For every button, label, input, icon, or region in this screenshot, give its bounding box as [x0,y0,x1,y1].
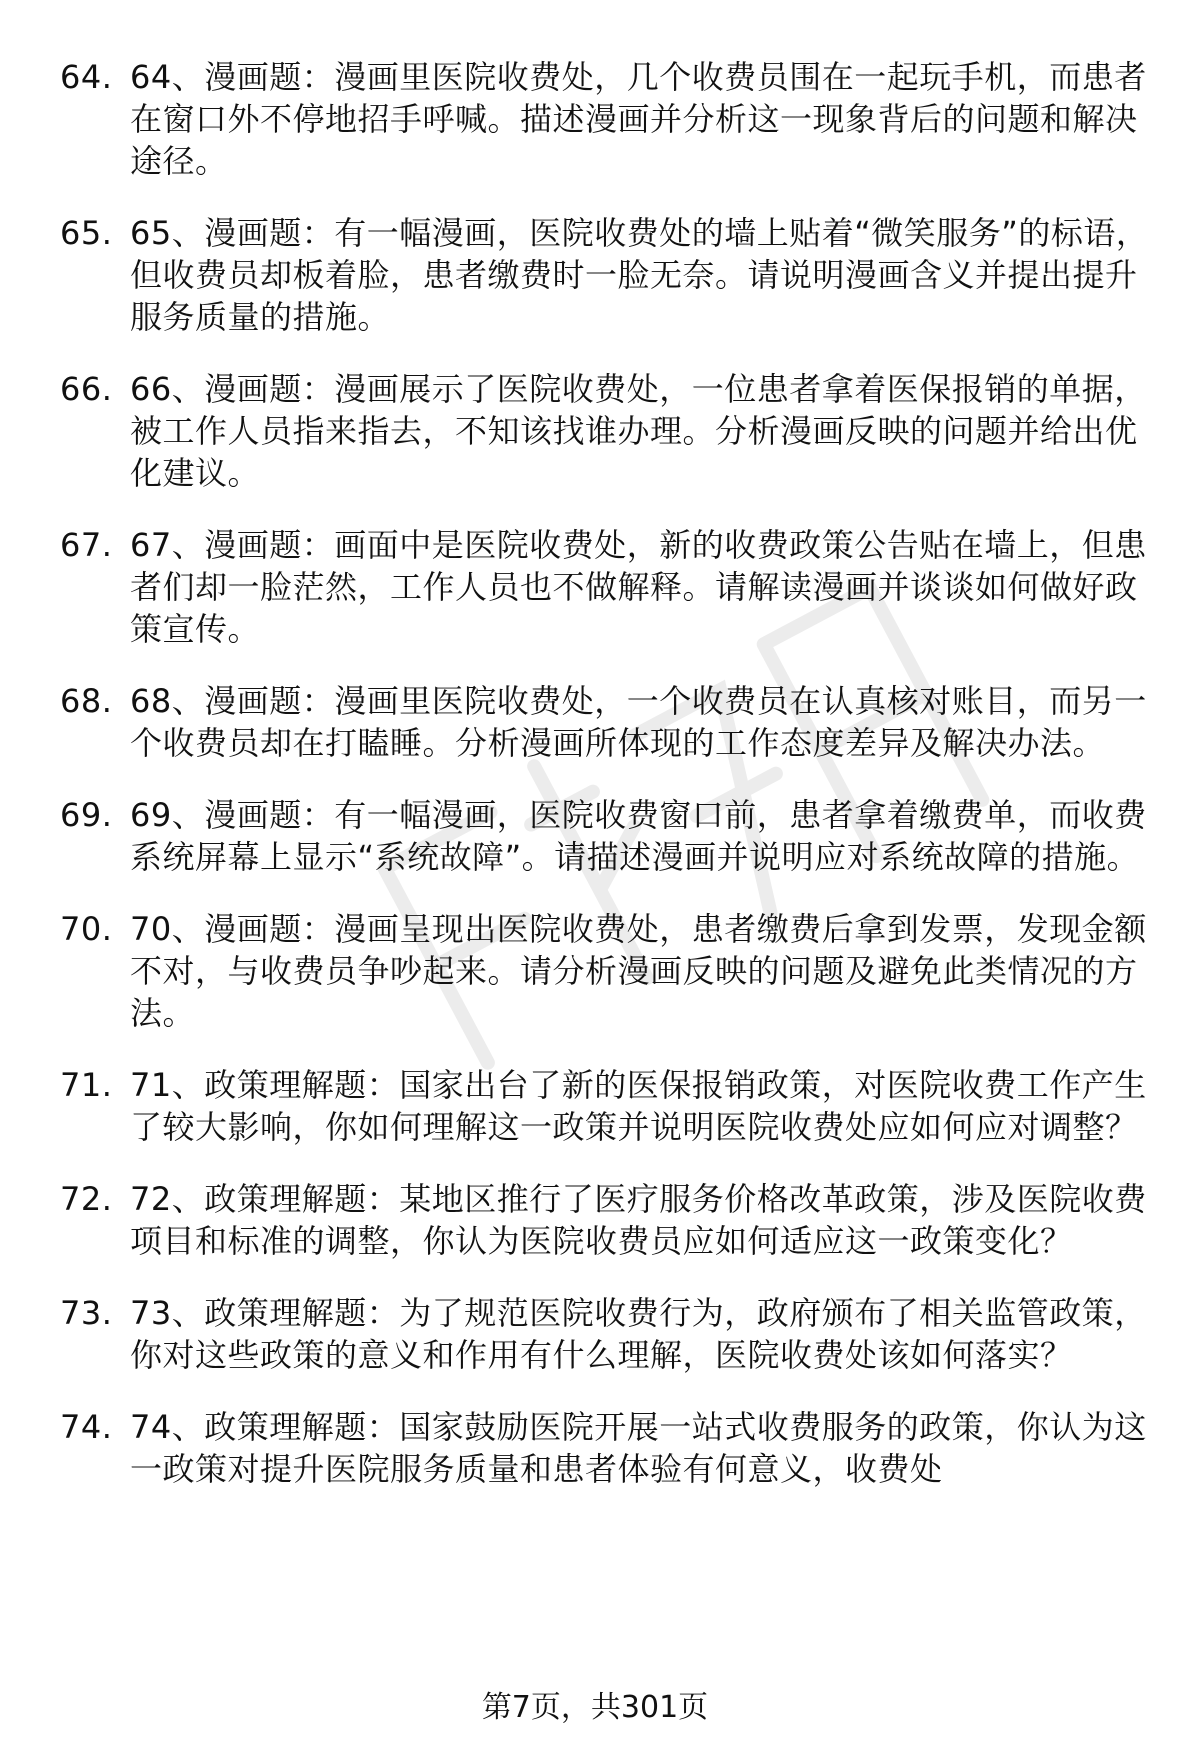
question-item [60,368,1150,494]
question-text: 68、漫画题：漫画里医院收费处，一个收费员在认真核对账目，而另一个收费员却在打瞌睡。分析漫画所体现的工作态度差异及解决办法。 [130,682,1147,762]
question-number: 72. [60,1180,113,1218]
question-number: 65. [60,214,113,252]
question-item [60,1406,1150,1490]
question-number: 64. [60,58,113,96]
question-item [60,1064,1150,1148]
question-item [60,212,1150,338]
question-text: 69、漫画题：有一幅漫画，医院收费窗口前，患者拿着缴费单，而收费系统屏幕上显示“系统故障”。请描述漫画并说明应对系统故障的措施。 [130,796,1147,876]
question-number: 69. [60,796,113,834]
question-number: 73. [60,1294,113,1332]
question-number: 68. [60,682,113,720]
question-number: 66. [60,370,113,408]
question-text: 66、漫画题：漫画展示了医院收费处，一位患者拿着医保报销的单据，被工作人员指来指去，不知该找谁办理。分析漫画反映的问题并给出优化建议。 [130,370,1147,492]
page-footer: 第7页，共301页 [481,1690,709,1725]
question-list [60,56,1150,1520]
question-item [60,680,1150,764]
question-text: 65、漫画题：有一幅漫画，医院收费处的墙上贴着“微笑服务”的标语，但收费员却板着脸，患者缴费时一脸无奈。请说明漫画含义并提出提升服务质量的措施。 [130,214,1149,336]
question-text: 67、漫画题：画面中是医院收费处，新的收费政策公告贴在墙上，但患者们却一脸茫然，工作人员也不做解释。请解读漫画并谈谈如何做好政策宣传。 [130,526,1147,648]
question-text: 73、政策理解题：为了规范医院收费行为，政府颁布了相关监管政策，你对这些政策的意义和作用有什么理解，医院收费处该如何落实？ [130,1294,1147,1374]
question-text: 71、政策理解题：国家出台了新的医保报销政策，对医院收费工作产生了较大影响，你如何理解这一政策并说明医院收费处应如何应对调整？ [130,1066,1147,1146]
question-text: 64、漫画题：漫画里医院收费处，几个收费员围在一起玩手机，而患者在窗口外不停地招手呼喊。描述漫画并分析这一现象背后的问题和解决途径。 [130,58,1147,180]
question-item [60,1178,1150,1262]
question-item [60,1292,1150,1376]
question-number: 67. [60,526,113,564]
question-text: 72、政策理解题：某地区推行了医疗服务价格改革政策，涉及医院收费项目和标准的调整，你认为医院收费员应如何适应这一政策变化？ [130,1180,1147,1260]
question-item [60,56,1150,182]
question-number: 70. [60,910,113,948]
question-item [60,524,1150,650]
question-item [60,794,1150,878]
question-text: 70、漫画题：漫画呈现出医院收费处，患者缴费后拿到发票，发现金额不对，与收费员争吵起来。请分析漫画反映的问题及避免此类情况的方法。 [130,910,1147,1032]
question-number: 71. [60,1066,113,1104]
question-item [60,908,1150,1034]
question-text: 74、政策理解题：国家鼓励医院开展一站式收费服务的政策，你认为这一政策对提升医院服务质量和患者体验有何意义，收费处 [130,1408,1147,1488]
question-number: 74. [60,1408,113,1446]
